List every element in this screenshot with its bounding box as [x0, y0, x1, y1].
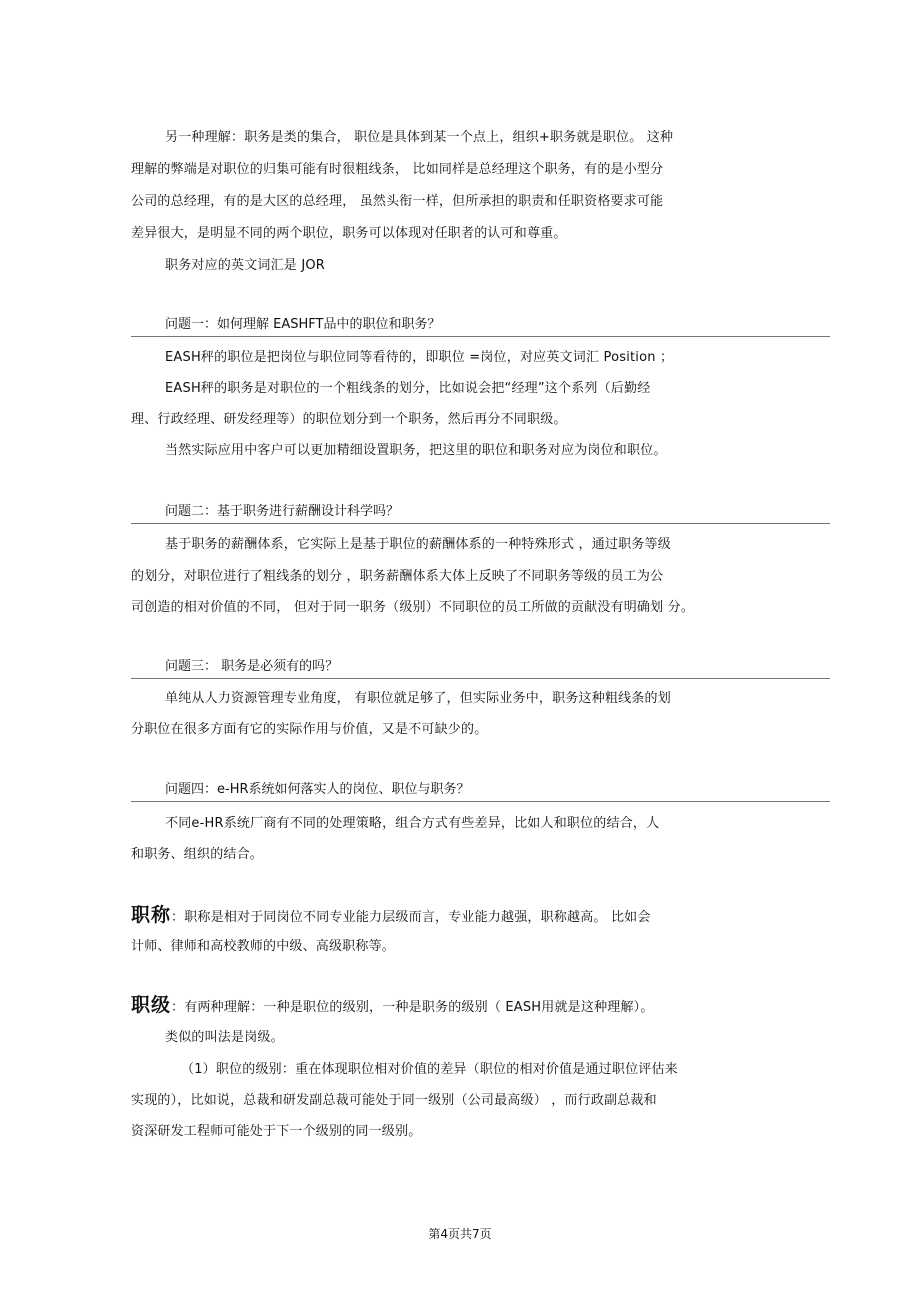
question-1-line-1: EASH秤的职位是把岗位与职位同等看待的，即职位 =岗位，对应英文词汇 Position ；: [165, 350, 674, 365]
zhiji-line-1: [131, 993, 654, 1020]
question-4-title: 问题四：e-HR系统如何落实人的岗位、职位与职务？: [165, 782, 470, 797]
question-2-line-2: 的划分，对职位进行了粗线条的划分 ，职务薪酬体系大体上反映了不同职务等级的员工为公: [131, 569, 664, 584]
question-4-line-1: 不同e-HR系统厂商有不同的处理策略，组合方式有些差异，比如人和职位的结合，人: [165, 816, 660, 831]
zhiji-line-4: 实现的），比如说，总裁和研发副总裁可能处于同一级别（公司最高级） ，而行政副总裁和: [131, 1093, 657, 1108]
zhiji-line-5: 资深研发工程师可能处于下一个级别的同一级别。: [131, 1124, 422, 1139]
paragraph-2-line-1: 职务对应的英文词汇是 JOR: [165, 258, 326, 273]
question-3-divider: [131, 678, 830, 679]
paragraph-1-line-3: 公司的总经理，有的是大区的总经理， 虽然头衔一样，但所承担的职责和任职资格要求可能: [131, 194, 664, 209]
zhicheng-heading: 职称: [131, 904, 172, 926]
question-3-line-1: 单纯从人力资源管理专业角度， 有职位就足够了，但实际业务中，职务这种粗线条的划: [165, 691, 671, 706]
question-2-divider: [131, 523, 830, 524]
question-4-divider: [131, 801, 830, 802]
paragraph-1-line-4: 差异很大，是明显不同的两个职位，职务可以体现对任职者的认可和尊重。: [131, 226, 567, 241]
page-indicator: 第4页共7页: [428, 1227, 492, 1241]
question-4-line-2: 和职务、组织的结合。: [131, 847, 264, 862]
question-1-divider: [131, 336, 830, 337]
question-1-line-2: EASH秤的职务是对职位的一个粗线条的划分，比如说会把“经理”这个系列（后勤经: [165, 381, 651, 396]
question-2-title: 问题二：基于职务进行薪酬设计科学吗？: [165, 504, 400, 519]
question-2-line-3: 司创造的相对价值的不同， 但对于同一职务（级别）不同职位的员工所做的贡献没有明确划 分。: [131, 600, 695, 615]
zhiji-line-3: （1）职位的级别：重在体现职位相对价值的差异（职位的相对价值是通过职位评估来: [181, 1062, 678, 1077]
question-3-line-2: 分职位在很多方面有它的实际作用与价值，又是不可缺少的。: [131, 722, 488, 737]
zhicheng-line-1: [131, 903, 651, 930]
zhiji-line-1-text: ：有两种理解：一种是职位的级别，一种是职务的级别（ EASH用就是这种理解）。: [171, 1000, 654, 1015]
question-1-line-4: 当然实际应用中客户可以更加精细设置职务，把这里的职位和职务对应为岗位和职位。: [165, 443, 667, 458]
question-2-line-1: 基于职务的薪酬体系，它实际上是基于职位的薪酬体系的一种特殊形式 ，通过职务等级: [165, 537, 671, 552]
zhicheng-line-1-text: ：职称是相对于同岗位不同专业能力层级而言，专业能力越强，职称越高。 比如会: [171, 910, 651, 925]
zhiji-line-2: 类似的叫法是岗级。: [165, 1030, 284, 1045]
paragraph-1-line-2: 理解的弊端是对职位的归集可能有时很粗线条， 比如同样是总经理这个职务，有的是小型分: [131, 162, 664, 177]
question-1-title: 问题一：如何理解 EASHFT品中的职位和职务？: [165, 317, 441, 332]
zhiji-heading: 职级: [131, 994, 172, 1016]
zhicheng-line-2: 计师、律师和高校教师的中级、高级职称等。: [131, 939, 396, 954]
question-1-line-3: 理、行政经理、研发经理等）的职位划分到一个职务，然后再分不同职级。: [131, 412, 567, 427]
paragraph-1-line-1: 另一种理解：职务是类的集合， 职位是具体到某一个点上，组织+职务就是职位。 这种: [165, 130, 674, 145]
question-3-title: 问题三： 职务是必须有的吗？: [165, 659, 339, 674]
